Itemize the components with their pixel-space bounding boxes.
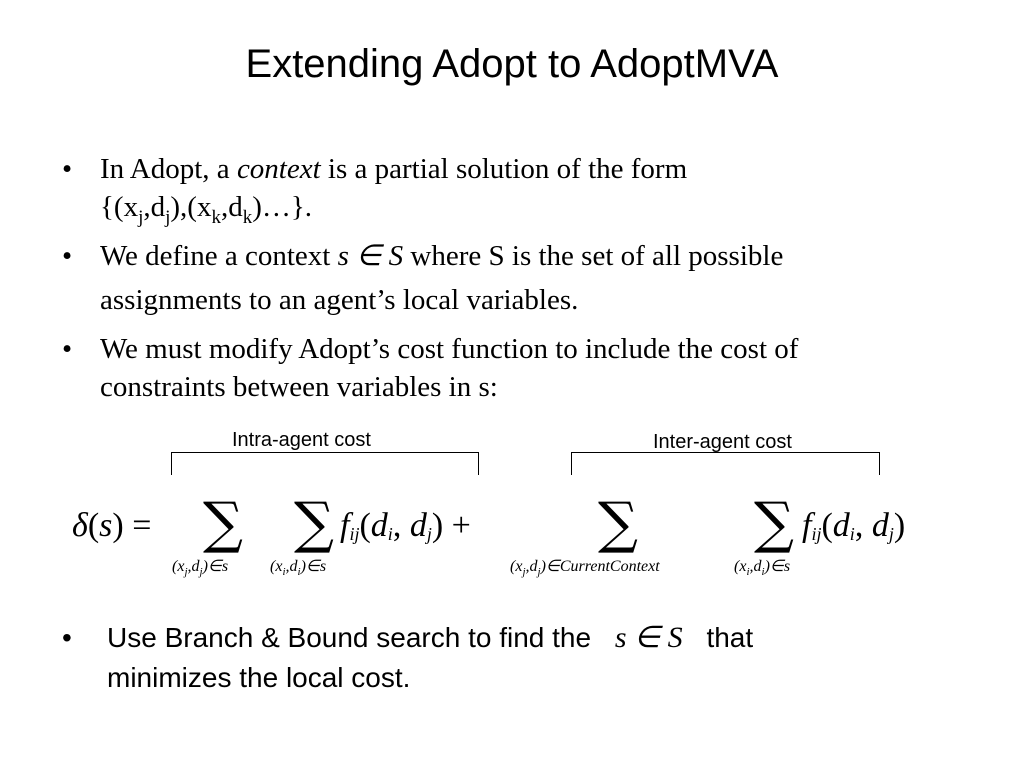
bullet-list [62, 150, 962, 414]
bullet-dot: • [62, 622, 72, 653]
context-form: $\{(x_j,d_j),(x_k,d_k)\dots\}$. [100, 191, 313, 228]
slide-title: Extending Adopt to AdoptMVA [245, 42, 779, 86]
math-s-in-S: s ∈ S [337, 240, 404, 272]
sum-symbol-4: ∑ [754, 491, 794, 556]
bullet-context-definition: • In Adopt, a context is a partial solution of the form $\{(x_j,d_j),(x_k,d_k)\dots\}$. [62, 150, 962, 226]
bullet-modify-cost: • We must modify Adopt’s cost function to include the cost of constraints between variables in s: [62, 330, 962, 406]
inter-agent-label: Inter-agent cost [653, 431, 792, 453]
sum-range-2: $(x_i,d_i)\in s$ [270, 558, 327, 578]
sum-symbol-1: ∑ [203, 491, 243, 556]
formula-term-1: fij(di, dj) + [340, 507, 471, 544]
sum-range-4: $(x_i,d_i)\in s$ [734, 558, 791, 578]
bullet-dot: • [62, 153, 73, 185]
bullet-dot: • [62, 333, 73, 365]
sum-range-1: $(x_j,d_j)\in s$ [172, 558, 229, 578]
term-context: context [236, 153, 321, 185]
sum-symbol-2: ∑ [294, 491, 334, 556]
sum-range-3: $(x_j,d_j)\in CurrentContext$ [510, 558, 660, 578]
math-s-in-S: s ∈ S [614, 621, 683, 654]
bullet-define-context: • We define a context s ∈ S where S is the set of all possible assignments to an agent’s local variables. [62, 234, 962, 322]
bullet-branch-and-bound: • Use Branch & Bound search to find the s ∈ S that minimizes the local cost. [62, 618, 962, 698]
inter-agent-brace [571, 452, 880, 475]
intra-agent-brace [171, 452, 479, 475]
formula-term-2: fij(di, dj) [802, 507, 906, 544]
formula-lhs: δ(s) = [72, 507, 152, 544]
sum-symbol-3: ∑ [598, 491, 638, 556]
bullet-dot: • [62, 240, 73, 272]
intra-agent-label: Intra-agent cost [232, 429, 371, 451]
